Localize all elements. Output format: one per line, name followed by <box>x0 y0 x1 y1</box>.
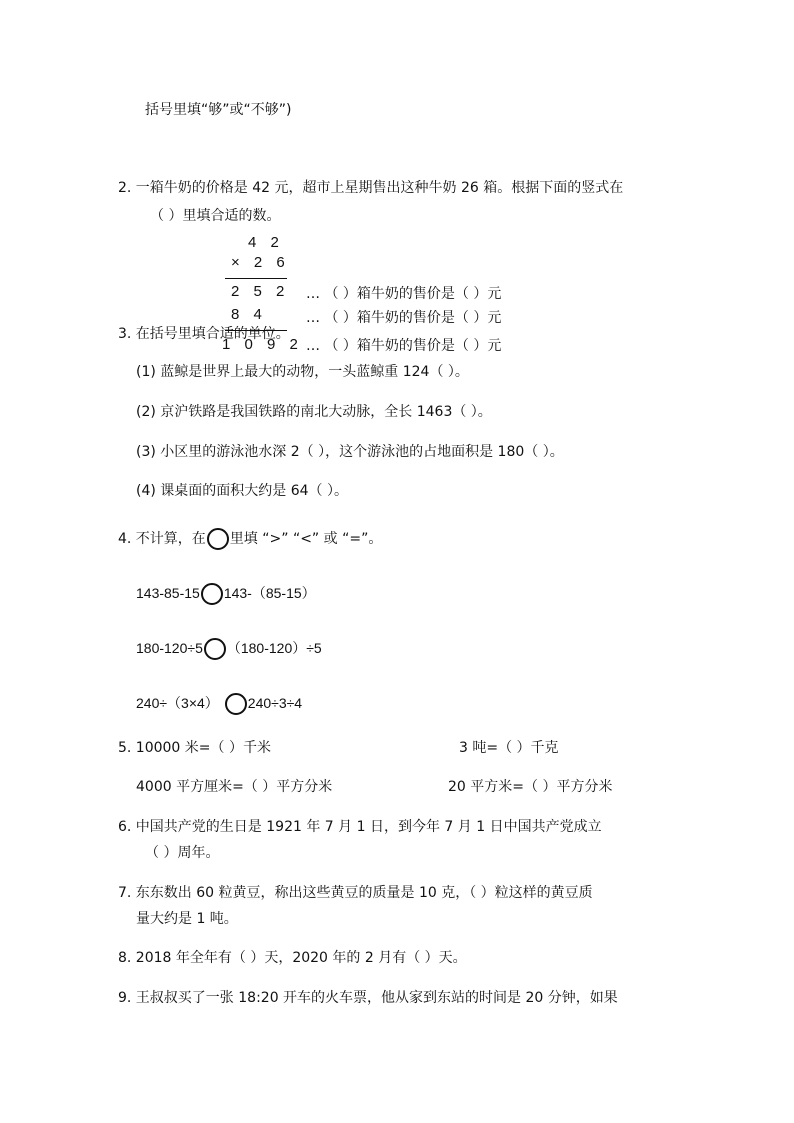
q4-row-2-left: 180-120÷5 <box>136 640 203 656</box>
q3-title: 3. 在括号里填合适的单位。 <box>118 326 290 342</box>
q9-line: 9. 王叔叔买了一张 18:20 开车的火车票，他从家到东站的时间是 20 分钟，如果 <box>118 990 618 1006</box>
q3-item-4: (4) 课桌面的面积大约是 64（ ）。 <box>136 483 348 499</box>
q4-title-post: 里填 “>” “<” 或 “=”。 <box>229 531 383 547</box>
calc-row-2: × 2 6 <box>231 254 290 271</box>
calc-divider <box>225 278 287 279</box>
q7-line2: 量大约是 1 吨。 <box>136 911 238 927</box>
q7-line1: 7. 东东数出 60 粒黄豆，称出这些黄豆的质量是 10 克，（ ）粒这样的黄豆质 <box>118 885 593 901</box>
q4-row-1 <box>136 583 316 605</box>
q4-row-3-left: 240÷（3×4） <box>136 695 219 711</box>
q5-c: 4000 平方厘米=（ ）平方分米 <box>136 779 333 795</box>
compare-circle-icon <box>207 528 229 550</box>
q5-d: 20 平方米=（ ）平方分米 <box>448 779 613 795</box>
q4-row-3-right: 240÷3÷4 <box>247 695 303 711</box>
answer-circle-1[interactable] <box>201 583 223 605</box>
calc-note-3: … （ ）箱牛奶的售价是（ ）元 <box>306 338 502 354</box>
q4-row-2-right: （180-120）÷5 <box>226 640 322 656</box>
q6-line2: （ ）周年。 <box>145 845 220 861</box>
q4-row-1-left: 143-85-15 <box>136 585 200 601</box>
answer-circle-3[interactable] <box>225 693 247 715</box>
answer-circle-2[interactable] <box>204 638 226 660</box>
q8-line: 8. 2018 年全年有（ ）天，2020 年的 2 月有（ ）天。 <box>118 950 467 966</box>
q2-line2: （ ）里填合适的数。 <box>150 208 281 224</box>
q2-line1: 2. 一箱牛奶的价格是 42 元，超市上星期售出这种牛奶 26 箱。根据下面的竖式在 <box>118 180 624 196</box>
calc-row-3: 2 5 2 <box>231 283 290 300</box>
q3-item-2: (2) 京沪铁路是我国铁路的南北大动脉，全长 1463（ ）。 <box>136 404 492 420</box>
q4-title <box>118 528 382 550</box>
q5-a: 5. 10000 米=（ ）千米 <box>118 740 271 756</box>
q3-item-3: (3) 小区里的游泳池水深 2（ ），这个游泳池的占地面积是 180（ ）。 <box>136 444 564 460</box>
q3-item-1: (1) 蓝鲸是世界上最大的动物，一头蓝鲸重 124（ ）。 <box>136 364 469 380</box>
q4-row-3 <box>136 693 302 715</box>
calc-row-1: 4 2 <box>248 234 284 251</box>
top-line: 括号里填“够”或“不够”) <box>145 102 292 118</box>
calc-note-2: … （ ）箱牛奶的售价是（ ）元 <box>306 310 502 326</box>
q5-b: 3 吨=（ ）千克 <box>459 740 559 756</box>
q6-line1: 6. 中国共产党的生日是 1921 年 7 月 1 日，到今年 7 月 1 日中国共产党成立 <box>118 819 602 835</box>
q4-row-2 <box>136 638 322 660</box>
q4-title-pre: 4. 不计算，在 <box>118 531 206 547</box>
calc-row-4: 8 4 <box>231 306 267 323</box>
q4-row-1-right: 143-（85-15） <box>223 585 316 601</box>
calc-note-1: … （ ）箱牛奶的售价是（ ）元 <box>306 286 502 302</box>
calc-row-5: 1 0 9 2 <box>222 336 303 353</box>
